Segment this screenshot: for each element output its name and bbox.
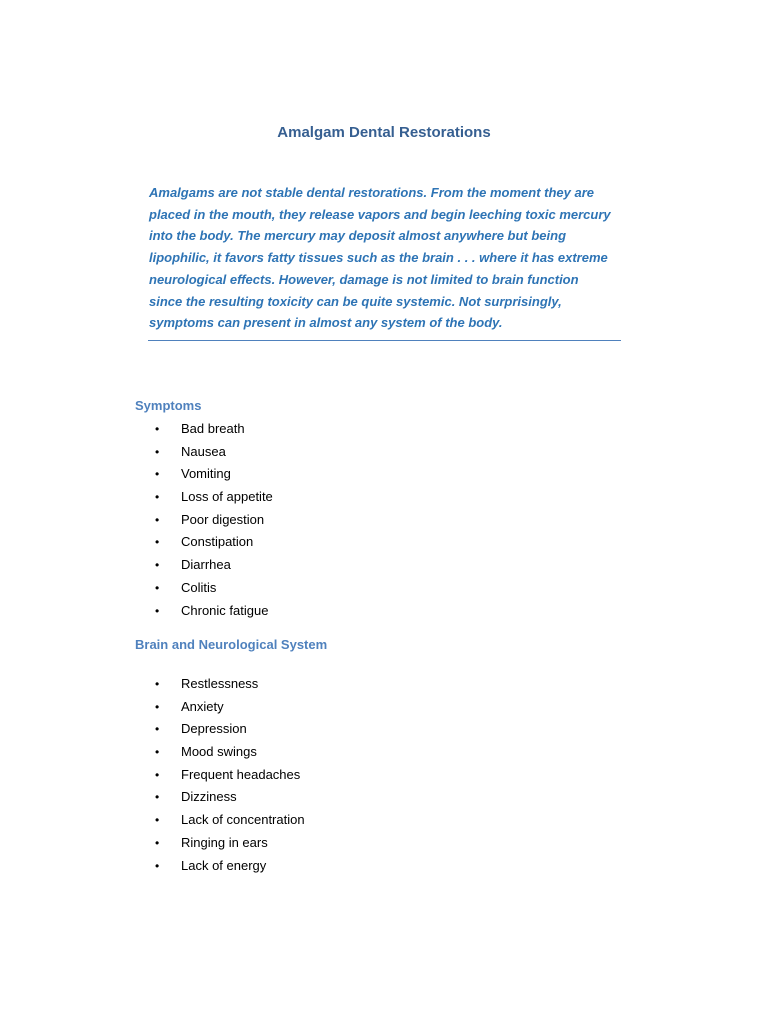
list-item-text: Diarrhea [181,557,231,573]
bullet-icon: • [155,677,160,691]
list-item-text: Nausea [181,443,226,459]
bullet-icon: • [155,722,160,737]
bullet-icon: • [155,790,160,805]
intro-line: symptoms can present in almost any system of the body. [149,315,503,331]
bullet-icon: • [155,490,160,505]
list-item-text: Lack of energy [181,857,267,873]
bullet-icon: • [155,745,160,760]
list-item-text: Loss of appetite [181,489,273,505]
list-item-text: Anxiety [181,698,224,714]
bullet-icon: • [155,813,160,828]
bullet-icon: • [155,535,160,550]
list-item-text: Frequent headaches [181,766,301,782]
section-heading-brain-neurological: Brain and Neurological System [135,637,328,652]
list-item-text: Bad breath [181,421,245,436]
bullet-icon: • [155,858,160,873]
list-item-text: Mood swings [181,744,257,760]
bullet-icon: • [155,422,160,436]
bullet-icon: • [155,767,160,782]
intro-line: placed in the mouth, they release vapors and begin leeching toxic mercury [149,206,611,222]
intro-line: Amalgams are not stable dental restorations. From the moment they are [149,185,595,200]
list-item-text: Ringing in ears [181,834,268,850]
list-item-text: Chronic fatigue [181,602,269,618]
intro-line: into the body. The mercury may deposit almost anywhere but being [149,228,567,244]
list-item-text: Dizziness [181,789,237,805]
list-item-text: Restlessness [181,676,259,691]
bullet-icon: • [155,558,160,573]
bullet-icon: • [155,835,160,850]
quote-divider [148,340,621,341]
intro-line: since the resulting toxicity can be quite systemic. Not surprisingly, [149,293,562,309]
bullet-icon: • [155,580,160,595]
section-heading-symptoms: Symptoms [135,398,202,413]
intro-quote [149,182,625,334]
list-item-text: Constipation [181,534,254,550]
bullet-icon: • [155,699,160,714]
bullet-icon: • [155,512,160,527]
intro-line: neurological effects. However, damage is not limited to brain function [149,271,579,287]
document-title: Amalgam Dental Restorations [277,124,491,141]
bullet-icon: • [155,444,160,459]
list-item-text: Lack of concentration [181,812,305,828]
list-item-text: Vomiting [181,466,231,482]
list-item-text: Depression [181,721,247,737]
list-item-text: Poor digestion [181,511,265,527]
bullet-icon: • [155,603,160,618]
list-item-text: Colitis [181,579,217,595]
bullet-icon: • [155,467,160,482]
intro-line: lipophilic, it favors fatty tissues such as the brain . . . where it has extreme [149,250,608,266]
